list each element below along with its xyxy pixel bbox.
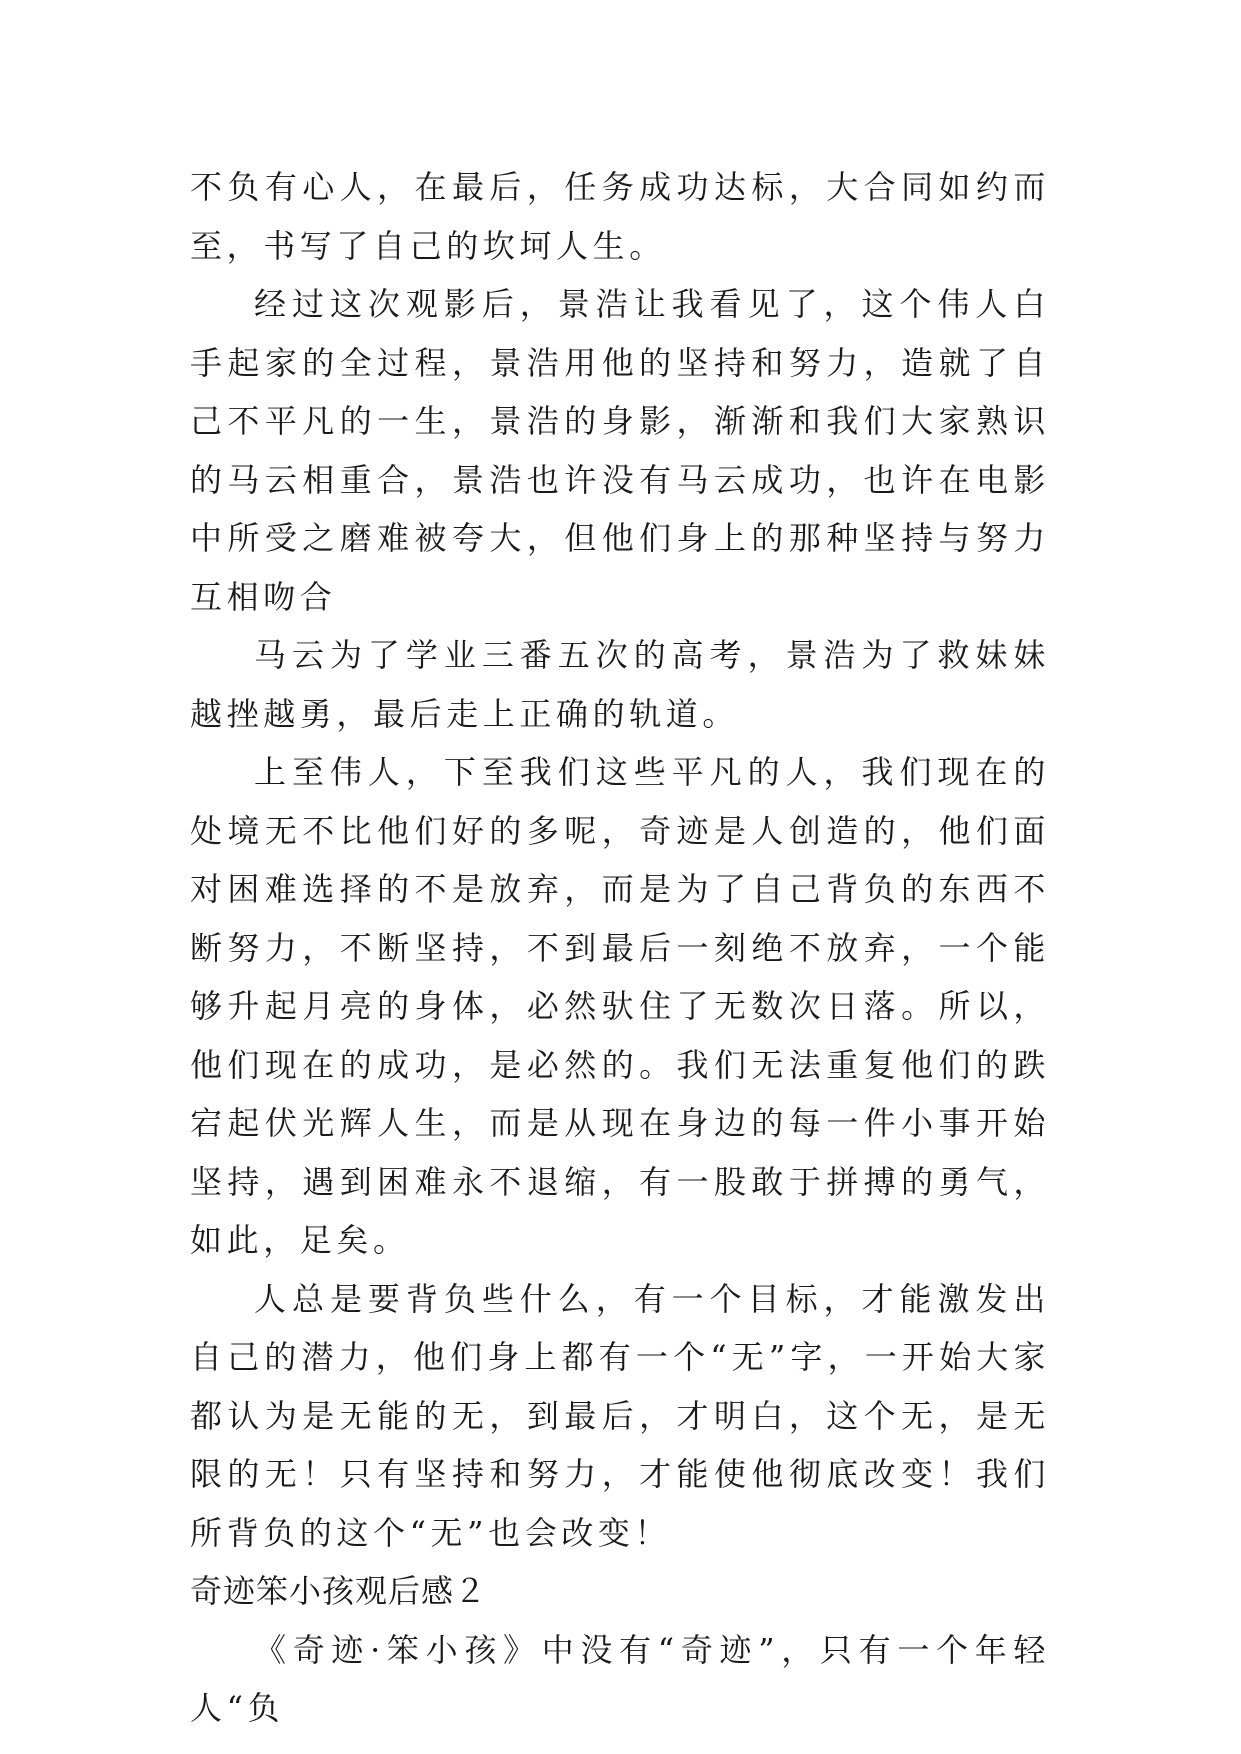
paragraph: 人总是要背负些什么，有一个目标，才能激发出自己的潜力，他们身上都有一个“无”字，一开始大家都认为是无能的无，到最后，才明白，这个无，是无限的无！只有坚持和努力，才能使他彻底改变！我们所背负的这个“无”也会改变！ <box>190 1279 1050 1552</box>
paragraph: 马云为了学业三番五次的高考，景浩为了救妹妹越挫越勇，最后走上正确的轨道。 <box>190 636 1050 733</box>
paragraph-continued: 不负有心人，在最后，任务成功达标，大合同如约而至，书写了自己的坎坷人生。 <box>190 168 1050 265</box>
paragraph: 经过这次观影后，景浩让我看见了，这个伟人白手起家的全过程，景浩用他的坚持和努力，造就了自己不平凡的一生，景浩的身影，渐渐和我们大家熟识的马云相重合，景浩也许没有马云成功，也许在电影中所受之磨难被夸大，但他们身上的那种坚持与努力互相吻合 <box>190 285 1050 616</box>
section-heading: 奇迹笨小孩观后感２ <box>190 1572 488 1610</box>
paragraph: 上至伟人，下至我们这些平凡的人，我们现在的处境无不比他们好的多呢，奇迹是人创造的，他们面对困难选择的不是放弃，而是为了自己背负的东西不断努力，不断坚持，不到最后一刻绝不放弃，一个能够升起月亮的身体，必然驮住了无数次日落。所以，他们现在的成功，是必然的。我们无法重复他们的跌宕起伏光辉人生，而是从现在身边的每一件小事开始坚持，遇到困难永不退缩，有一股敢于拼搏的勇气，如此，足矣。 <box>190 753 1050 1259</box>
paragraph: 《奇迹·笨小孩》中没有“奇迹”，只有一个年轻人“负 <box>190 1630 1050 1727</box>
document-body <box>190 158 1050 1738</box>
